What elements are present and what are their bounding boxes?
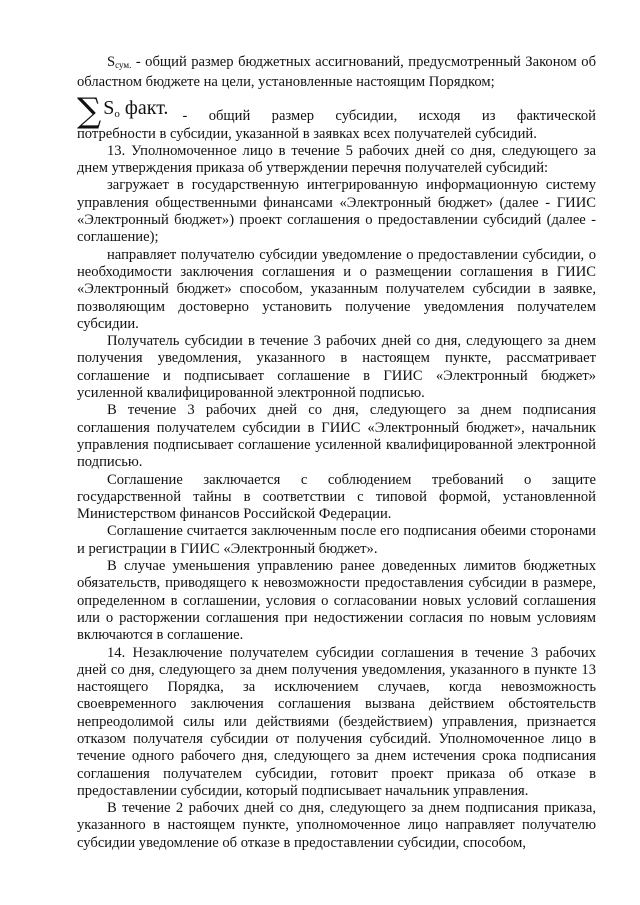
sum-description-first: - общий размер субсидии, исходя из фактической	[182, 108, 596, 125]
sum-var-subscript: о	[114, 107, 120, 120]
paragraph-notify: направляет получателю субсидии уведомление о предоставлении субсидии, о необходимости заключения соглашения и о размещении соглашения в ГИИС «Электронный бюджет» способом, указанным получателем субсидии в заявке, позволяющим достоверно установить получение уведомления получателем субсидии.	[77, 246, 596, 332]
paragraph-13: 13. Уполномоченное лицо в течение 5 рабочих дней со дня, следующего за днем утверждения приказа об утверждении перечня получателей субсидий:	[77, 142, 596, 177]
sum-formula-row	[77, 90, 596, 131]
sum-symbol: ∑	[77, 90, 102, 131]
paragraph-text: - общий размер бюджетных ассигнований, предусмотренный Законом об областном бюджете на цели, установленные настоящим Порядком;	[77, 54, 597, 91]
s-sum-symbol: S	[107, 54, 116, 70]
paragraph-recipient-signs: Получатель субсидии в течение 3 рабочих дней со дня, следующего за днем получения уведомления, указанного в настоящем пункте, рассматривает соглашение и подписывает соглашение в ГИИС «Электронный бюджет» усиленной квалифицированной электронной подписью.	[77, 333, 596, 402]
sum-var: S	[103, 96, 115, 119]
paragraph-s-sum	[77, 54, 596, 92]
s-sum-subscript: сум.	[115, 60, 132, 70]
paragraph-head-signs: В течение 3 рабочих дней со дня, следующего за днем подписания соглашения получателем субсидии в ГИИС «Электронный бюджет», начальник управления подписывает соглашение усиленной квалифицированной электронной подписью.	[77, 402, 596, 471]
paragraph-refusal-notice: В течение 2 рабочих дней со дня, следующего за днем подписания приказа, указанного в настоящем пункте, уполномоченное лицо направляет получателю субсидии уведомление об отказе в предоставлении субсидии, способом,	[77, 800, 596, 851]
paragraph-secrecy: Соглашение заключается с соблюдением требований о защите государственной тайны в соответствии с типовой формой, установленной Министерством финансов Российской Федерации.	[77, 471, 596, 523]
sum-fact-label: факт.	[124, 96, 169, 119]
paragraph-14: 14. Незаключение получателем субсидии соглашения в течение 3 рабочих дней со дня, следующего за днем получения уведомления, указанного в пункте 13 настоящего Порядка, за исключением случаев, когда невозможность своевременного заключения соглашения вызвана действием обстоятельств непреодолимой силы или действиями (бездействием) управления, признается отказом получателя субсидии от получения субсидий. Уполномоченное лицо в течение одного рабочего дня, следующего за днем истечения срока подписания соглашения получателем субсидии, готовит проект приказа об отказе в предоставлении субсидии, который подписывает начальник управления.	[77, 644, 596, 799]
paragraph-upload: загружает в государственную интегрированную информационную систему управления общественными финансами «Электронный бюджет» (далее - ГИИС «Электронный бюджет») проект соглашения о предоставлении субсидий (далее - соглашение);	[77, 177, 596, 246]
sum-description-rest: потребности в субсидии, указанной в заявках всех получателей субсидий.	[77, 125, 537, 142]
paragraph-limits: В случае уменьшения управлению ранее доведенных лимитов бюджетных обязательств, приводящего к невозможности предоставления субсидии в размере, определенном в соглашении, условия о согласовании новых условий соглашения или о расторжении соглашения при недостижении согласия по новым условиям включаются в соглашение.	[77, 558, 596, 644]
sum-fact-term	[103, 96, 168, 126]
paragraph-concluded: Соглашение считается заключенным после его подписания обеими сторонами и регистрации в ГИИС «Электронный бюджет».	[77, 523, 596, 557]
document-page	[77, 54, 596, 852]
